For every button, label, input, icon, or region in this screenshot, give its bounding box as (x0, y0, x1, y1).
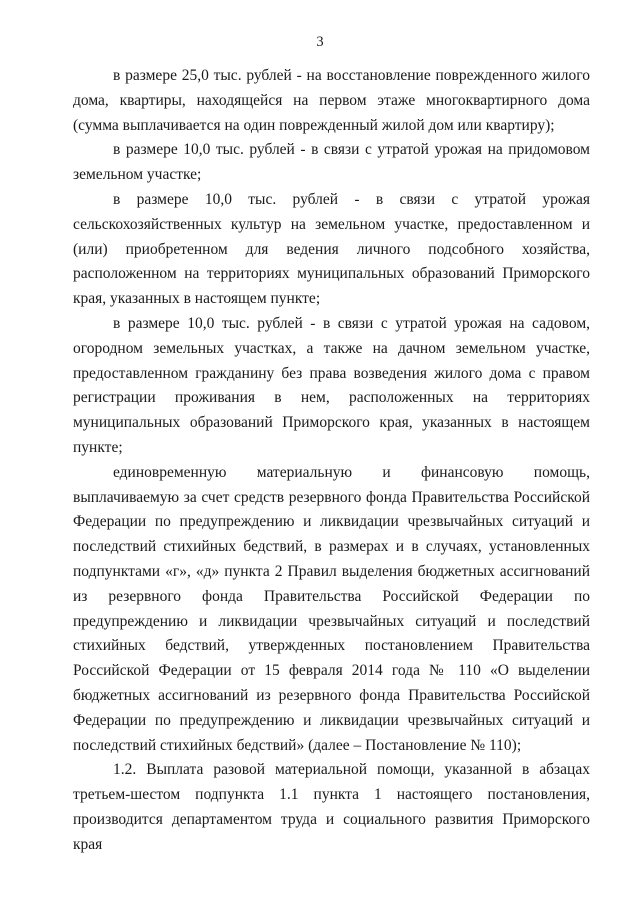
paragraph-agricultural-crop-loss: в размере 10,0 тыс. рублей - в связи с утратой урожая сельскохозяйственных культур на земельном участке, предоставленном и (или) приобретенном для ведения личного подсобного хозяйства, расположенном на территориях муниципальных образований Приморского края, указанных в настоящем пункте; (73, 190, 590, 308)
paragraph-garden-plot-crop-loss: в размере 10,0 тыс. рублей - в связи с утратой урожая на садовом, огородном земельных участках, а также на дачном земельном участке, предоставленном гражданину без права возведения жилого дома с правом регистрации проживания в нем, расположенных на территориях муниципальных образований Приморского края, указанных в настоящем пункте; (73, 314, 590, 456)
page-number: 3 (316, 34, 324, 50)
paragraph-damaged-housing-payment: в размере 25,0 тыс. рублей - на восстановление поврежденного жилого дома, квартиры, находящейся на первом этаже многоквартирного дома (сумма выплачивается на один поврежденный жилой дом или квартиру); (73, 67, 590, 134)
document-body (73, 64, 590, 858)
paragraph-section-1-2: 1.2. Выплата разовой материальной помощи, указанной в абзацах третьем-шестом подпункта 1.1 пункта 1 настоящего постановления, производится департаментом труда и социального развития Приморского края (73, 761, 590, 853)
paragraph-household-plot-crop-loss: в размере 10,0 тыс. рублей - в связи с утратой урожая на придомовом земельном участке; (73, 141, 590, 184)
paragraph-federal-reserve-fund-aid: единовременную материальную и финансовую помощь, выплачиваемую за счет средств резервного фонда Правительства Российской Федерации по предупреждению и ликвидации чрезвычайных ситуаций и последствий стихийных бедствий, в размерах и в случаях, установленных подпунктами «г», «д» пункта 2 Правил выделения бюджетных ассигнований из резервного фонда Правительства Российской Федерации по предупреждению и ликвидации чрезвычайных ситуаций и последствий стихийных бедствий, утвержденных постановлением Правительства Российской Федерации от 15 февраля 2014 года № 110 «О выделении бюджетных ассигнований из резервного фонда Правительства Российской Федерации по предупреждению и ликвидации чрезвычайных ситуаций и последствий стихийных бедствий» (далее – Постановление № 110); (73, 463, 590, 754)
